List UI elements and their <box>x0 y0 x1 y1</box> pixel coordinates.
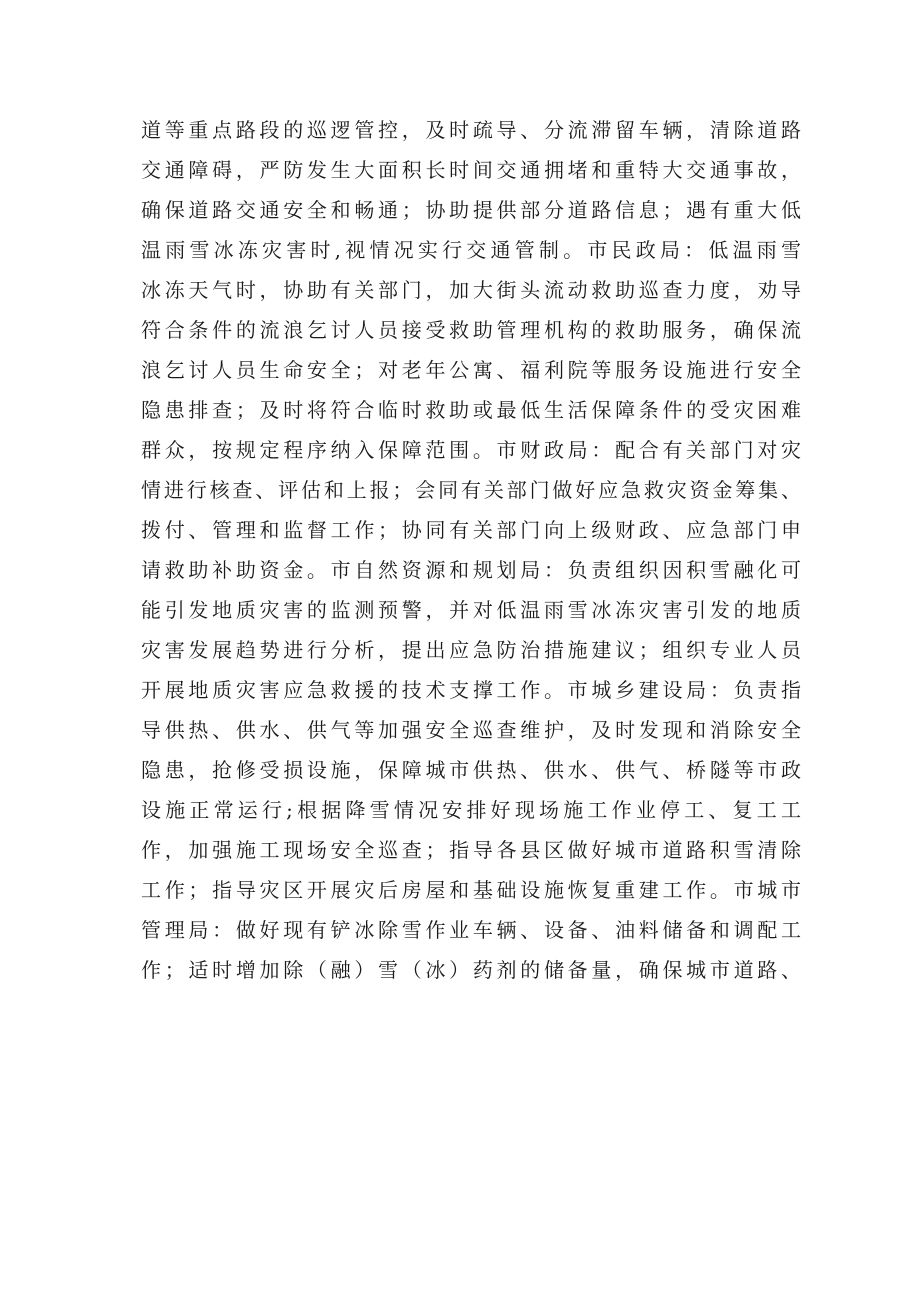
text-line: 开展地质灾害应急救援的技术支撑工作。市城乡建设局：负责指 <box>141 678 801 702</box>
text-line: 作；适时增加除（融）雪（冰）药剂的储备量，确保城市道路、 <box>141 958 801 982</box>
text-line: 交通障碍，严防发生大面积长时间交通拥堵和重特大交通事故， <box>141 158 801 182</box>
text-line: 能引发地质灾害的监测预警，并对低温雨雪冰冻灾害引发的地质 <box>141 598 801 622</box>
text-line: 浪乞讨人员生命安全；对老年公寓、福利院等服务设施进行安全 <box>141 358 801 382</box>
text-line: 冰冻天气时，协助有关部门，加大街头流动救助巡查力度，劝导 <box>141 278 801 302</box>
text-line: 确保道路交通安全和畅通；协助提供部分道路信息；遇有重大低 <box>141 198 801 222</box>
text-line: 灾害发展趋势进行分析，提出应急防治措施建议；组织专业人员 <box>141 638 801 662</box>
text-line: 情进行核查、评估和上报；会同有关部门做好应急救灾资金筹集、 <box>141 478 801 502</box>
text-line: 导供热、供水、供气等加强安全巡查维护，及时发现和消除安全 <box>141 718 801 742</box>
text-line: 作，加强施工现场安全巡查；指导各县区做好城市道路积雪清除 <box>141 838 801 862</box>
text-line: 群众，按规定程序纳入保障范围。市财政局：配合有关部门对灾 <box>141 438 801 462</box>
text-line: 工作；指导灾区开展灾后房屋和基础设施恢复重建工作。市城市 <box>141 878 801 902</box>
text-line: 设施正常运行;根据降雪情况安排好现场施工作业停工、复工工 <box>141 798 801 822</box>
body-text <box>141 110 801 990</box>
text-line: 隐患排查；及时将符合临时救助或最低生活保障条件的受灾困难 <box>141 398 801 422</box>
text-line: 隐患，抢修受损设施，保障城市供热、供水、供气、桥隧等市政 <box>141 758 801 782</box>
text-line: 温雨雪冰冻灾害时,视情况实行交通管制。市民政局：低温雨雪 <box>141 238 801 262</box>
text-line: 道等重点路段的巡逻管控，及时疏导、分流滞留车辆，清除道路 <box>141 118 801 142</box>
text-line: 拨付、管理和监督工作；协同有关部门向上级财政、应急部门申 <box>141 518 801 542</box>
text-line: 管理局：做好现有铲冰除雪作业车辆、设备、油料储备和调配工 <box>141 918 801 942</box>
text-line: 请救助补助资金。市自然资源和规划局：负责组织因积雪融化可 <box>141 558 801 582</box>
text-line: 符合条件的流浪乞讨人员接受救助管理机构的救助服务，确保流 <box>141 318 801 342</box>
